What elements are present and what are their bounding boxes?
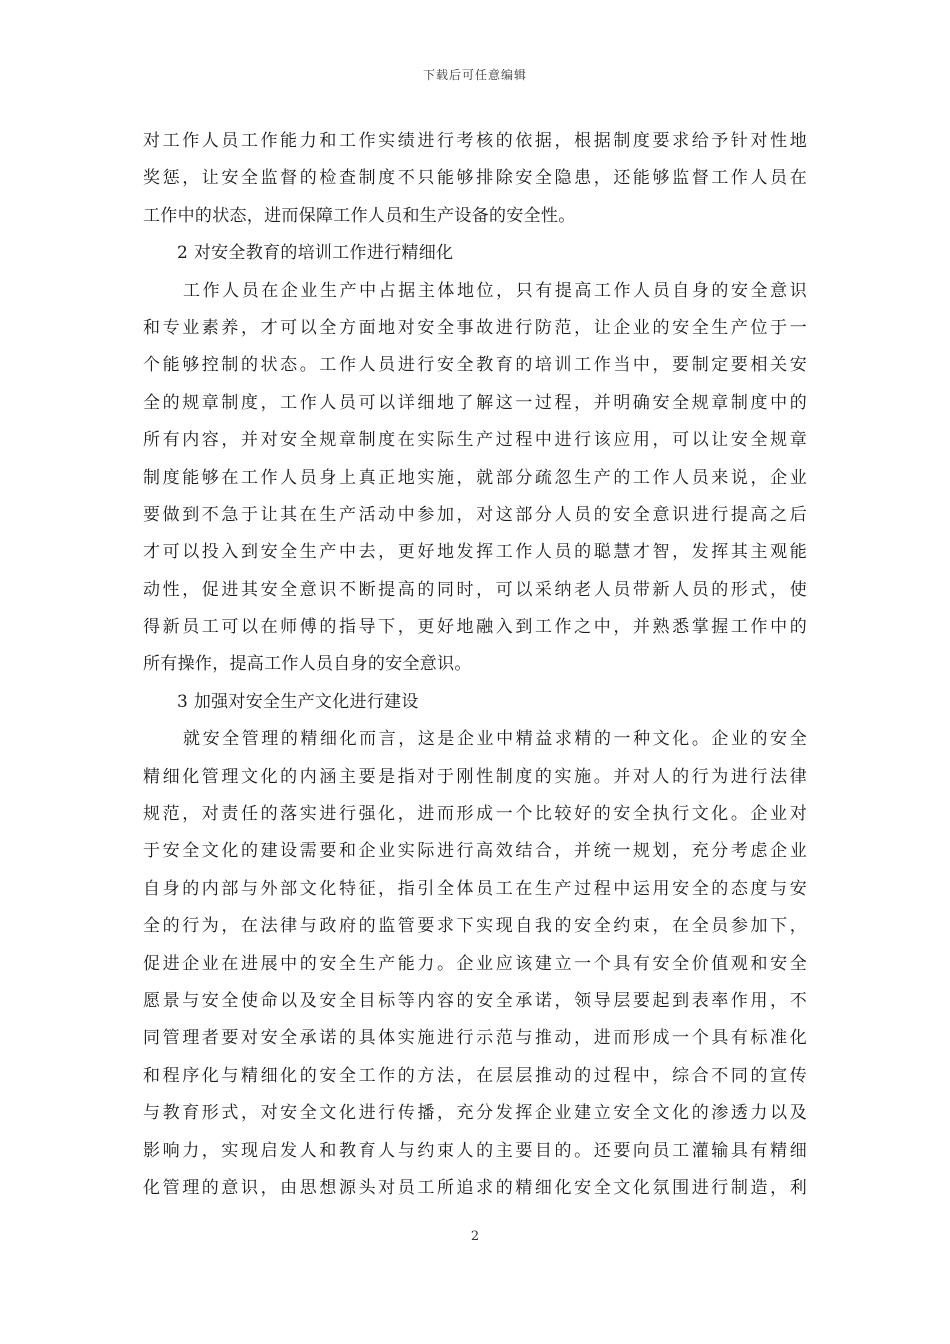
document-body	[143, 123, 807, 1207]
text-line: 动性，促进其安全意识不断提高的同时，可以采纳老人员带新人员的形式，使	[143, 579, 807, 600]
text-line: 要做到不急于让其在生产活动中参加，对这部分人员的安全意识进行提高之后	[143, 504, 807, 525]
text-line: 工作中的状态，进而保障工作人员和生产设备的安全性。	[143, 205, 576, 226]
text-line: 才可以投入到安全生产中去，更好地发挥工作人员的聪慧才智，发挥其主观能	[143, 542, 807, 563]
text-line: 工作人员在企业生产中占据主体地位，只有提高工作人员自身的安全意识	[183, 280, 807, 301]
text-line: 就安全管理的精细化而言，这是企业中精益求精的一种文化。企业的安全	[183, 729, 807, 750]
text-line: 自身的内部与外部文化特征，指引全体员工在生产过程中运用安全的态度与安	[143, 878, 807, 899]
text-line: 对工作人员工作能力和工作实绩进行考核的依据，根据制度要求给予针对性地	[143, 131, 807, 151]
text-line: 和专业素养，才可以全方面地对安全事故进行防范，让企业的安全生产位于一	[143, 317, 807, 338]
section-heading-3: 3 加强对安全生产文化进行建设	[177, 691, 419, 712]
text-line: 和程序化与精细化的安全工作的方法，在层层推动的过程中，综合不同的宣传	[143, 1065, 807, 1086]
text-line: 全的规章制度，工作人员可以详细地了解这一过程，并明确安全规章制度中的	[143, 392, 807, 413]
text-line: 全的行为，在法律与政府的监管要求下实现自我的安全约束，在全员参加下，	[143, 916, 807, 937]
text-line: 所有内容，并对安全规章制度在实际生产过程中进行该应用，可以让安全规章	[143, 430, 807, 451]
text-line: 与教育形式，对安全文化进行传播，充分发挥企业建立安全文化的渗透力以及	[143, 1103, 807, 1124]
text-line: 愿景与安全使命以及安全目标等内容的安全承诺，领导层要起到表率作用，不	[143, 990, 807, 1011]
text-line: 同管理者要对安全承诺的具体实施进行示范与推动，进而形成一个具有标准化	[143, 1028, 807, 1049]
text-line: 个能够控制的状态。工作人员进行安全教育的培训工作当中，要制定要相关安	[143, 355, 807, 376]
page-header: 下载后可任意编辑	[422, 68, 527, 82]
text-line: 得新员工可以在师傅的指导下，更好地融入到工作之中，并熟悉掌握工作中的	[143, 617, 807, 638]
text-line: 制度能够在工作人员身上真正地实施，就部分疏忽生产的工作人员来说，企业	[143, 467, 807, 488]
text-line: 所有操作，提高工作人员自身的安全意识。	[143, 654, 472, 675]
text-line: 影响力，实现启发人和教育人与约束人的主要目的。还要向员工灌输具有精细	[143, 1140, 807, 1161]
page-number: 2	[470, 1229, 480, 1244]
text-line: 精细化管理文化的内涵主要是指对于刚性制度的实施。并对人的行为进行法律	[143, 766, 807, 787]
text-line: 化管理的意识，由思想源头对员工所追求的精细化安全文化氛围进行制造，利	[143, 1177, 807, 1198]
section-heading-2: 2 对安全教育的培训工作进行精细化	[177, 243, 454, 264]
text-line: 促进企业在进展中的安全生产能力。企业应该建立一个具有安全价值观和安全	[143, 953, 807, 974]
text-line: 于安全文化的建设需要和企业实际进行高效结合，并统一规划，充分考虑企业	[143, 841, 807, 862]
text-line: 奖惩，让安全监督的检查制度不只能够排除安全隐患，还能够监督工作人员在	[143, 168, 807, 189]
text-line: 规范，对责任的落实进行强化，进而形成一个比较好的安全执行文化。企业对	[143, 804, 807, 825]
